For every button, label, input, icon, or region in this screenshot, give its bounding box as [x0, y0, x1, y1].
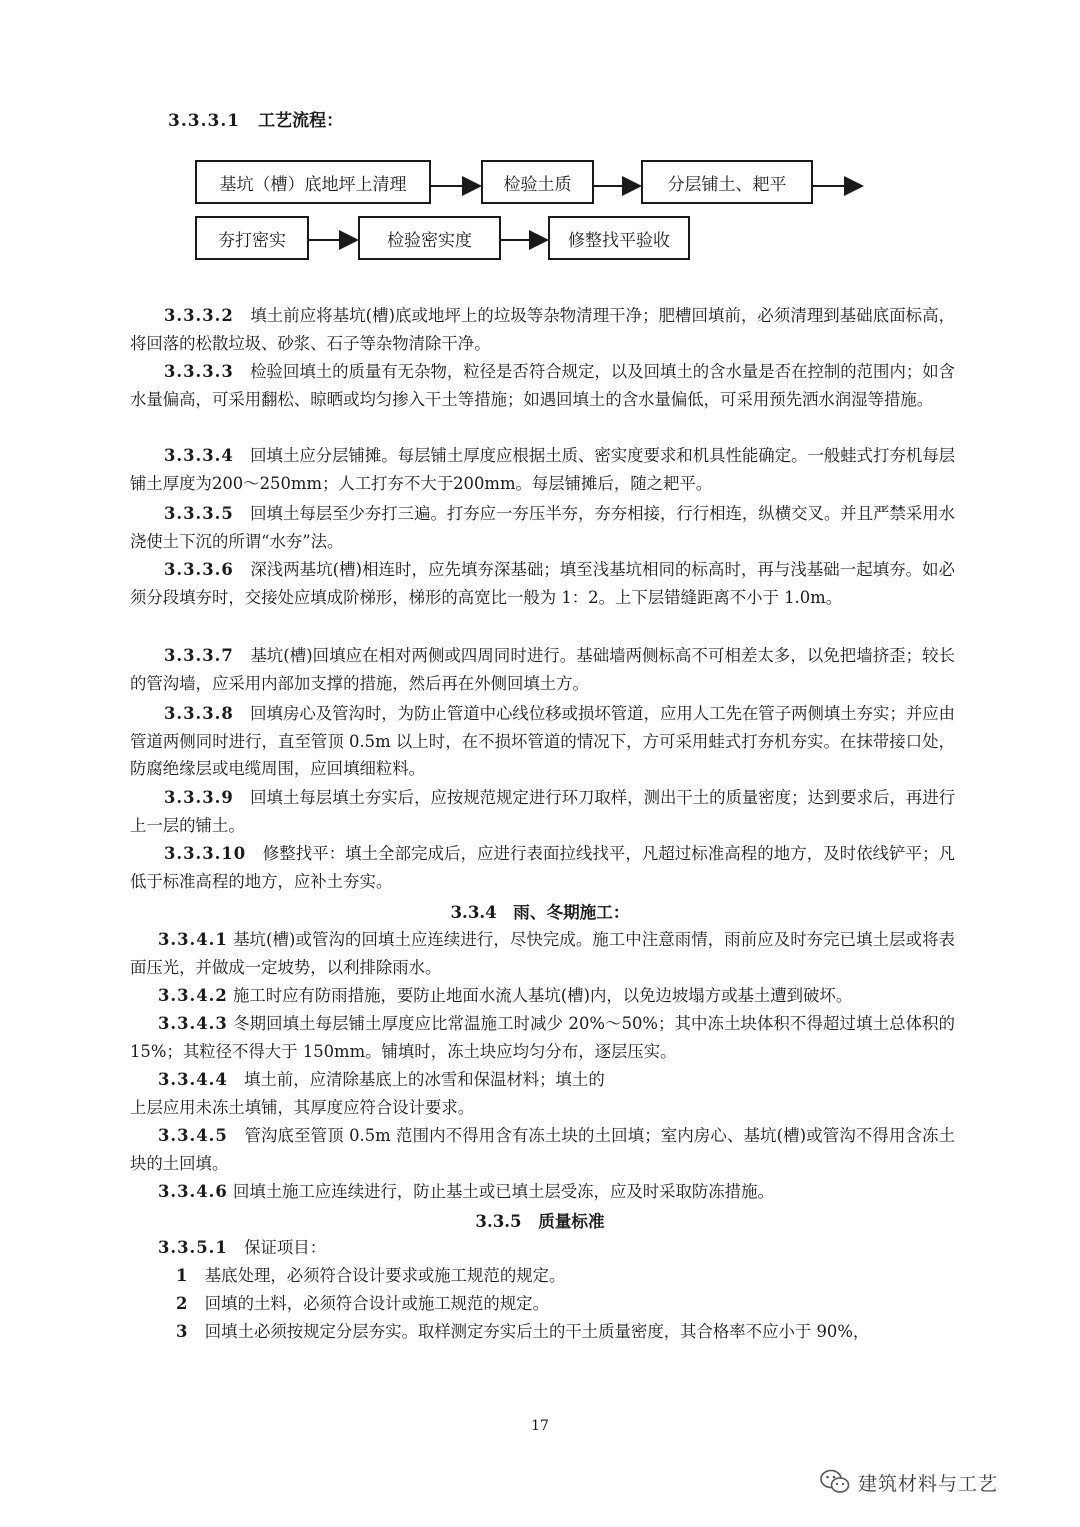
flow-step-5: 检验密实度 [358, 216, 501, 260]
clause-text: 检验回填土的质量有无杂物，粒径是否符合规定，以及回填土的含水量是否在控制的范围内；如含水量偏高，可采用翻松、晾晒或均匀掺入干土等措施；如遇回填土的含水量偏低，可采用预先洒水润湿等措施。 [130, 362, 956, 409]
clause-text: 回填土应分层铺摊。每层铺土厚度应根据土质、密实度要求和机具性能确定。一般蛙式打夯机每层铺土厚度为200～250mm；人工打夯不大于200mm。每层铺摊后，随之耙平。 [130, 446, 956, 493]
list-item [130, 1262, 955, 1290]
clause-text: 施工时应有防雨措施，要防止地面水流人基坑(槽)内，以免边坡塌方或基土遭到破坏。 [232, 986, 853, 1005]
section-number: 3.3.3.1 [168, 111, 241, 131]
clause-text: 回填土每层至少夯打三遍。打夯应一夯压半夯，夯夯相接，行行相连，纵横交叉。并且严禁采用水浇使土下沉的所谓“水夯”法。 [130, 504, 956, 551]
clause-number: 3.3.4.5 [158, 1126, 228, 1145]
clause-number: 3.3.3.4 [164, 446, 234, 465]
page-number: 17 [531, 1418, 549, 1434]
paragraph [130, 556, 955, 611]
item-text: 回填的土料，必须符合设计或施工规范的规定。 [204, 1294, 549, 1313]
section-title: 工艺流程： [258, 111, 344, 131]
wechat-icon [820, 1469, 850, 1495]
watermark [820, 1462, 1060, 1502]
clause-number: 3.3.4.1 [158, 930, 228, 949]
paragraph [130, 642, 955, 697]
flow-step-1: 基坑（槽）底地坪上清理 [195, 160, 431, 204]
flow-step-2: 检验土质 [481, 160, 594, 204]
watermark-text: 建筑材料与工艺 [858, 1472, 999, 1495]
clause-text: 回填土每层填土夯实后，应按规范规定进行环刀取样，测出干土的质量密度；达到要求后，再进行上一层的铺土。 [130, 788, 956, 835]
paragraph [130, 358, 955, 413]
clause-text: 管沟底至管顶 0.5m 范围内不得用含有冻土块的土回填；室内房心、基坑(槽)或管沟不得用含冻土块的土回填。 [130, 1126, 955, 1173]
item-number: 1 [176, 1266, 189, 1285]
clause-text: 回填土施工应连续进行，防止基土或已填土层受冻，应及时采取防冻措施。 [232, 1182, 774, 1201]
clause-number: 3.3.4.3 [158, 1014, 228, 1033]
paragraph [130, 926, 955, 981]
clause-number: 3.3.4.4 [158, 1070, 228, 1089]
clause-number: 3.3.3.2 [164, 306, 234, 325]
paragraph [130, 840, 955, 895]
flow-step-4: 夯打密实 [195, 216, 309, 260]
paragraph [130, 500, 955, 555]
paragraph [130, 1178, 955, 1206]
clause-number: 3.3.5.1 [158, 1238, 228, 1257]
flow-step-3: 分层铺土、耙平 [641, 160, 813, 204]
clause-number: 3.3.3.10 [164, 844, 247, 863]
paragraph [130, 1234, 955, 1262]
clause-text: 回填房心及管沟时，为防止管道中心线位移或损坏管道，应用人工先在管子两侧填土夯实；并应由管道两侧同时进行，直至管顶 0.5m 以上时，在不损坏管道的情况下，方可采用蛙式打夯机夯实。在抹带接口处，防腐绝缘层或电缆周围，应回填细粒料。 [130, 704, 956, 778]
clause-text: 填土前，应清除基底上的冰雪和保温材料；填土的 [244, 1070, 605, 1089]
process-flowchart [0, 0, 1080, 280]
paragraph [130, 1066, 955, 1094]
subsection-heading: 3.3.4 雨、冬期施工： [450, 902, 630, 922]
paragraph [130, 442, 955, 497]
clause-text: 基坑(槽)或管沟的回填土应连续进行，尽快完成。施工中注意雨情，雨前应及时夯完已填土层或将表面压光，并做成一定坡势，以利排除雨水。 [130, 930, 955, 977]
paragraph [130, 700, 955, 783]
clause-number: 3.3.3.5 [164, 504, 234, 523]
clause-number: 3.3.4.6 [158, 1182, 228, 1201]
clause-number: 3.3.3.6 [164, 560, 234, 579]
clause-number: 3.3.3.3 [164, 362, 234, 381]
item-text: 基底处理，必须符合设计要求或施工规范的规定。 [204, 1266, 566, 1285]
subsection-heading: 3.3.5 质量标准 [475, 1211, 605, 1231]
list-item [130, 1318, 955, 1346]
paragraph-continuation: 上层应用未冻土填铺，其厚度应符合设计要求。 [130, 1098, 475, 1117]
clause-number: 3.3.3.7 [164, 646, 234, 665]
paragraph [130, 302, 955, 357]
clause-number: 3.3.4.2 [158, 986, 228, 1005]
item-number: 2 [176, 1294, 189, 1313]
clause-text: 冬期回填土每层铺土厚度应比常温施工时减少 20%～50%；其中冻土块体积不得超过填土总体积的 15%；其粒径不得大于 150mm。铺填时，冻土块应均匀分布，逐层压实。 [130, 1014, 955, 1061]
clause-text: 填土前应将基坑(槽)底或地坪上的垃圾等杂物清理干净；肥槽回填前，必须清理到基础底面标高，将回落的松散垃圾、砂浆、石子等杂物清除干净。 [130, 306, 955, 353]
paragraph [130, 784, 955, 839]
paragraph [130, 1122, 955, 1177]
item-number: 3 [176, 1322, 189, 1341]
clause-text: 基坑(槽)回填应在相对两侧或四周同时进行。基础墙两侧标高不可相差太多，以免把墙挤歪；较长的管沟墙，应采用内部加支撑的措施，然后再在外侧回填土方。 [130, 646, 955, 693]
clause-text: 保证项目： [244, 1238, 327, 1257]
list-item [130, 1290, 955, 1318]
clause-text: 修整找平：填土全部完成后，应进行表面拉线找平，凡超过标准高程的地方，及时依线铲平；凡低于标准高程的地方，应补土夯实。 [130, 844, 956, 891]
clause-text: 深浅两基坑(槽)相连时，应先填夯深基础；填至浅基坑相同的标高时，再与浅基础一起填夯。如必须分段填夯时，交接处应填成阶梯形，梯形的高宽比一般为 1：2。上下层错缝距离不小于 1.0m。 [130, 560, 955, 607]
clause-number: 3.3.3.8 [164, 704, 234, 723]
paragraph [130, 982, 955, 1010]
flow-step-6: 修整找平验收 [548, 216, 690, 260]
clause-number: 3.3.3.9 [164, 788, 234, 807]
paragraph [130, 1010, 955, 1065]
item-text: 回填土必须按规定分层夯实。取样测定夯实后土的干土质量密度，其合格率不应小于 90%， [204, 1322, 870, 1341]
